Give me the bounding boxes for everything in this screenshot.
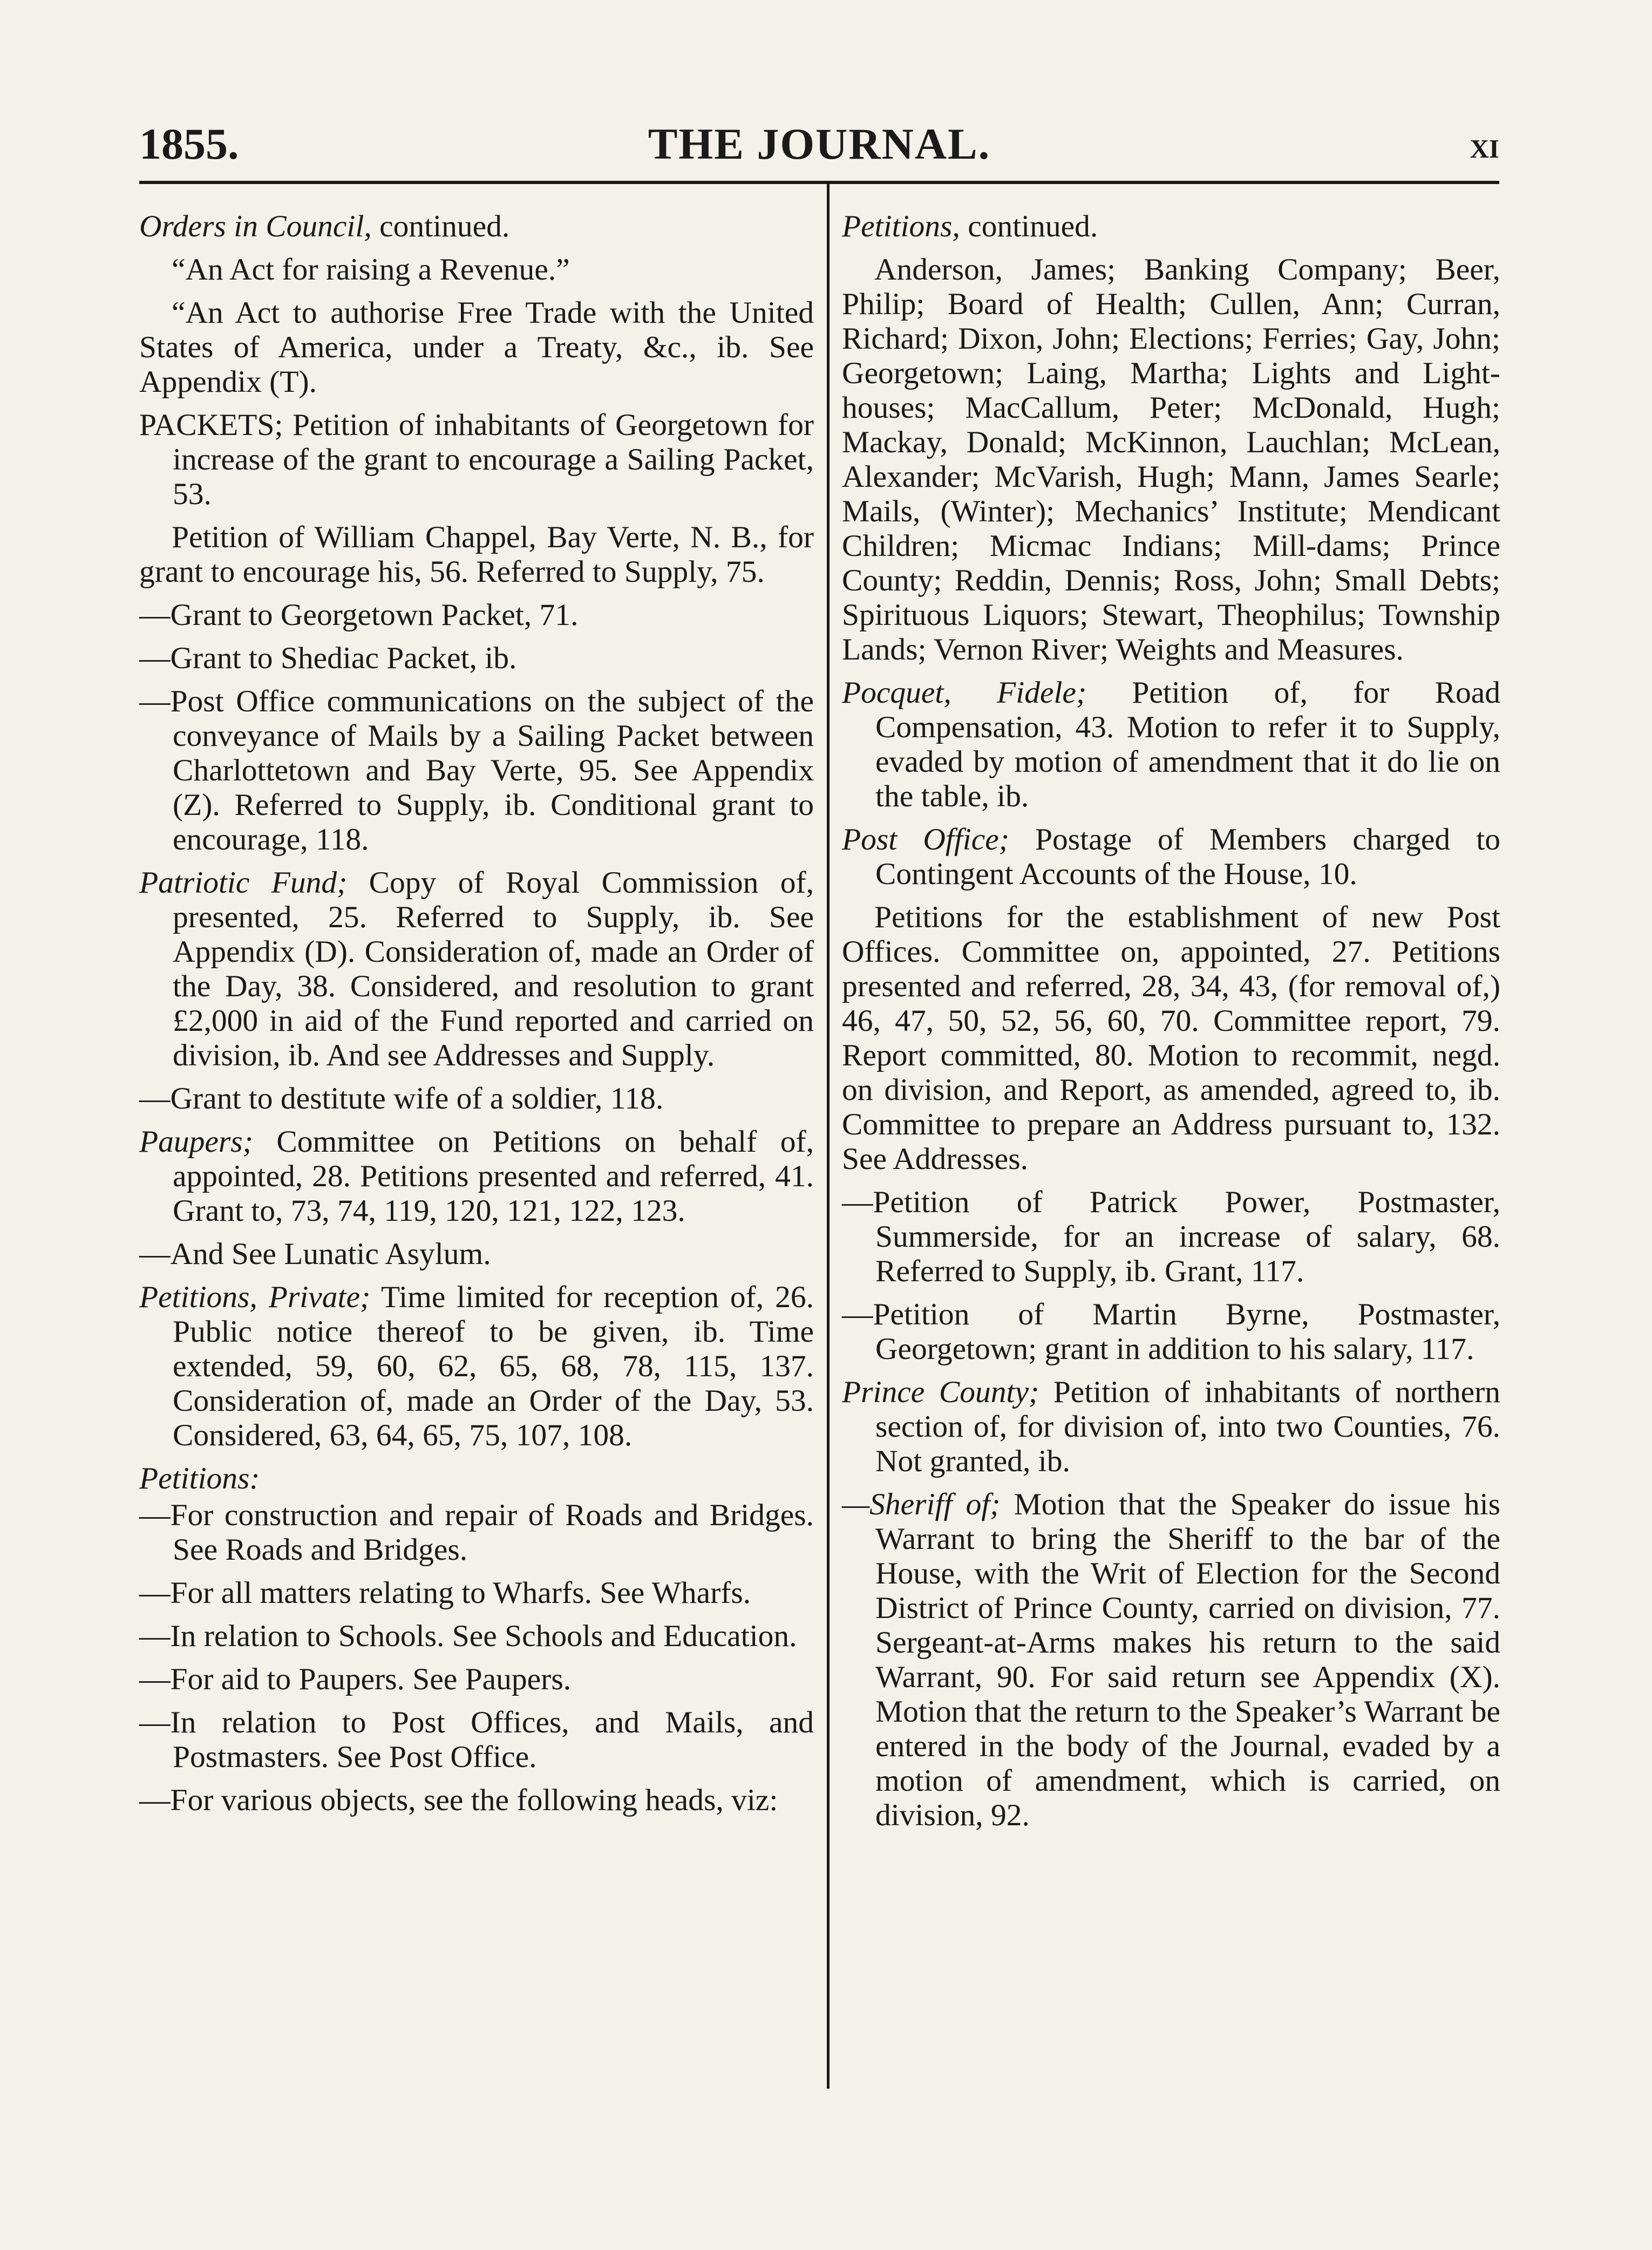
entry-text: —And See Lunatic Asylum. [139, 1237, 491, 1271]
entry-text: Postage of Members charged to Contingent Accounts of the House, 10. [875, 822, 1501, 891]
index-entry [139, 1280, 814, 1453]
entry-text: —Grant to destitute wife of a soldier, 118. [139, 1082, 664, 1116]
left-column [139, 209, 814, 1826]
index-entry [139, 641, 814, 676]
index-entry [139, 684, 814, 857]
entry-text: —In relation to Schools. See Schools and Education. [139, 1619, 797, 1653]
index-entry [139, 1237, 814, 1272]
entry-heading: Paupers; [139, 1125, 253, 1159]
index-entry [842, 822, 1500, 892]
entry-text: —For various objects, see the following heads, viz: [139, 1783, 778, 1817]
index-entry [139, 1576, 814, 1610]
entry-text: —Petition of Martin Byrne, Postmaster, Georgetown; grant in addition to his salary, 117. [842, 1297, 1500, 1366]
index-entry [139, 1125, 814, 1228]
index-entry [842, 1297, 1500, 1367]
entry-text: —Grant to Shediac Packet, ib. [139, 641, 517, 675]
entry-text: —Petition of Patrick Power, Postmaster, Summerside, for an increase of salary, 68. Referred to Supply, ib. Grant, 117. [842, 1185, 1500, 1288]
header-year: 1855. [139, 119, 239, 168]
entry-text: continued. [960, 209, 1098, 243]
entry-heading: Pocquet, Fidele; [842, 676, 1087, 710]
index-entry [139, 520, 814, 589]
index-entry [139, 866, 814, 1073]
entry-heading: Petitions: [139, 1462, 260, 1496]
index-entry [842, 253, 1500, 667]
entry-heading: —Sheriff of; [842, 1487, 1001, 1521]
page-header [139, 119, 1499, 178]
entry-text: “An Act to authorise Free Trade with the United States of America, under a Treaty, &c., ib. See Appendix (T). [139, 296, 814, 399]
entry-text: continued. [371, 209, 510, 243]
entry-heading: Patriotic Fund; [139, 866, 348, 900]
index-entry [139, 296, 814, 399]
entry-text: Petition of William Chappel, Bay Verte, N. B., for grant to encourage his, 56. Referred to Supply, 75. [139, 520, 814, 589]
entry-text: —Grant to Georgetown Packet, 71. [139, 598, 579, 632]
entry-text: —Post Office communications on the subject of the conveyance of Mails by a Sailing Packet between Charlottetown and Bay Verte, 95. See Appendix (Z). Referred to Supply, ib. Conditional grant to encourage, 118. [139, 684, 814, 857]
entry-text: —For aid to Paupers. See Paupers. [139, 1662, 572, 1696]
entry-text: Copy of Royal Commission of, presented, 25. Referred to Supply, ib. See Appendix (D). Consideration of, made an Order of the Day, 38. Considered, and resolution to grant £2,000 in aid of the Fund reported and carried on division, ib. And see Addresses and Supply. [173, 866, 814, 1072]
index-entry [139, 209, 814, 244]
header-rule [139, 181, 1499, 184]
entry-heading: Post Office; [842, 822, 1009, 857]
index-entry [842, 1375, 1500, 1479]
entry-text: —For construction and repair of Roads and Bridges. See Roads and Bridges. [139, 1498, 814, 1567]
right-column [842, 209, 1500, 1841]
index-entry [139, 1705, 814, 1775]
entry-text: Petition of inhabitants of northern section of, for division of, into two Counties, 76. Not granted, ib. [875, 1375, 1501, 1478]
index-entry [139, 253, 814, 287]
index-entry [139, 408, 814, 512]
entry-heading: Orders in Council, [139, 209, 372, 243]
index-entry [842, 209, 1500, 244]
entry-heading: Petitions, Private; [139, 1280, 371, 1314]
index-entry [842, 1487, 1500, 1833]
entry-text: Anderson, James; Banking Company; Beer, Philip; Board of Health; Cullen, Ann; Curran, Richard; Dixon, John; Elections; Ferries; Gay, John; Georgetown; Laing, Martha; Lights and Light-houses; MacCallum, Peter; McDonald, Hugh; Mackay, Donald; McKinnon, Lauchlan; McLean, Alexander; McVarish, Hugh; Mann, James Searle; Mails, (Winter); Mechanics’ Institute; Mendicant Children; Micmac Indians; Mill-dams; Prince County; Reddin, Dennis; Ross, John; Small Debts; Spirituous Liquors; Stewart, Theophilus; Township Lands; Vernon River; Weights and Measures. [842, 253, 1500, 667]
entry-text: Time limited for reception of, 26. Public notice thereof to be given, ib. Time extended, 59, 60, 62, 65, 68, 78, 115, 137. Consideration of, made an Order of the Day, 53. Considered, 63, 64, 65, 75, 107, 108. [173, 1280, 814, 1452]
entry-text: PACKETS; Petition of inhabitants of Georgetown for increase of the grant to encourage a Sailing Packet, 53. [139, 408, 814, 511]
index-entry [139, 1662, 814, 1697]
header-title: THE JOURNAL. [648, 119, 991, 168]
index-entry [842, 900, 1500, 1177]
entry-heading: Petitions, [842, 209, 960, 243]
index-entry [139, 598, 814, 633]
index-entry [139, 1783, 814, 1818]
entry-text: Petition of, for Road Compensation, 43. Motion to refer it to Supply, evaded by motion of amendment that it do lie on the table, ib. [875, 676, 1501, 813]
header-page-number: xi [1470, 125, 1499, 166]
entry-text: Committee on Petitions on behalf of, appointed, 28. Petitions presented and referred, 41. Grant to, 73, 74, 119, 120, 121, 122, 123. [173, 1125, 814, 1228]
entry-text: Petitions for the establishment of new Post Offices. Committee on, appointed, 27. Petitions presented and referred, 28, 34, 43, (for removal of,) 46, 47, 50, 52, 56, 60, 70. Committee report, 79. Report committed, 80. Motion to recommit, negd. on division, and Report, as amended, agreed to, ib. Committee to prepare an Address pursuant to, 132. See Addresses. [842, 900, 1500, 1176]
index-entry [842, 676, 1500, 814]
index-entry [139, 1619, 814, 1654]
index-entry [139, 1082, 814, 1116]
entry-text: —In relation to Post Offices, and Mails, and Postmasters. See Post Office. [139, 1705, 814, 1774]
index-entry [139, 1498, 814, 1567]
entry-text: Motion that the Speaker do issue his Warrant to bring the Sheriff to the bar of the House, with the Writ of Election for the Second District of Prince County, carried on division, 77. Sergeant-at-Arms makes his return to the said Warrant, 90. For said return see Appendix (X). Motion that the return to the Speaker’s Warrant be entered in the body of the Journal, evaded by a motion of amendment, which is carried, on division, 92. [875, 1487, 1501, 1832]
entry-text: —For all matters relating to Wharfs. See Wharfs. [139, 1576, 751, 1610]
entry-heading: Prince County; [842, 1375, 1039, 1409]
entry-text: “An Act for raising a Revenue.” [172, 253, 570, 287]
index-entry [139, 1462, 814, 1496]
column-divider [827, 183, 830, 2089]
index-entry [842, 1185, 1500, 1289]
